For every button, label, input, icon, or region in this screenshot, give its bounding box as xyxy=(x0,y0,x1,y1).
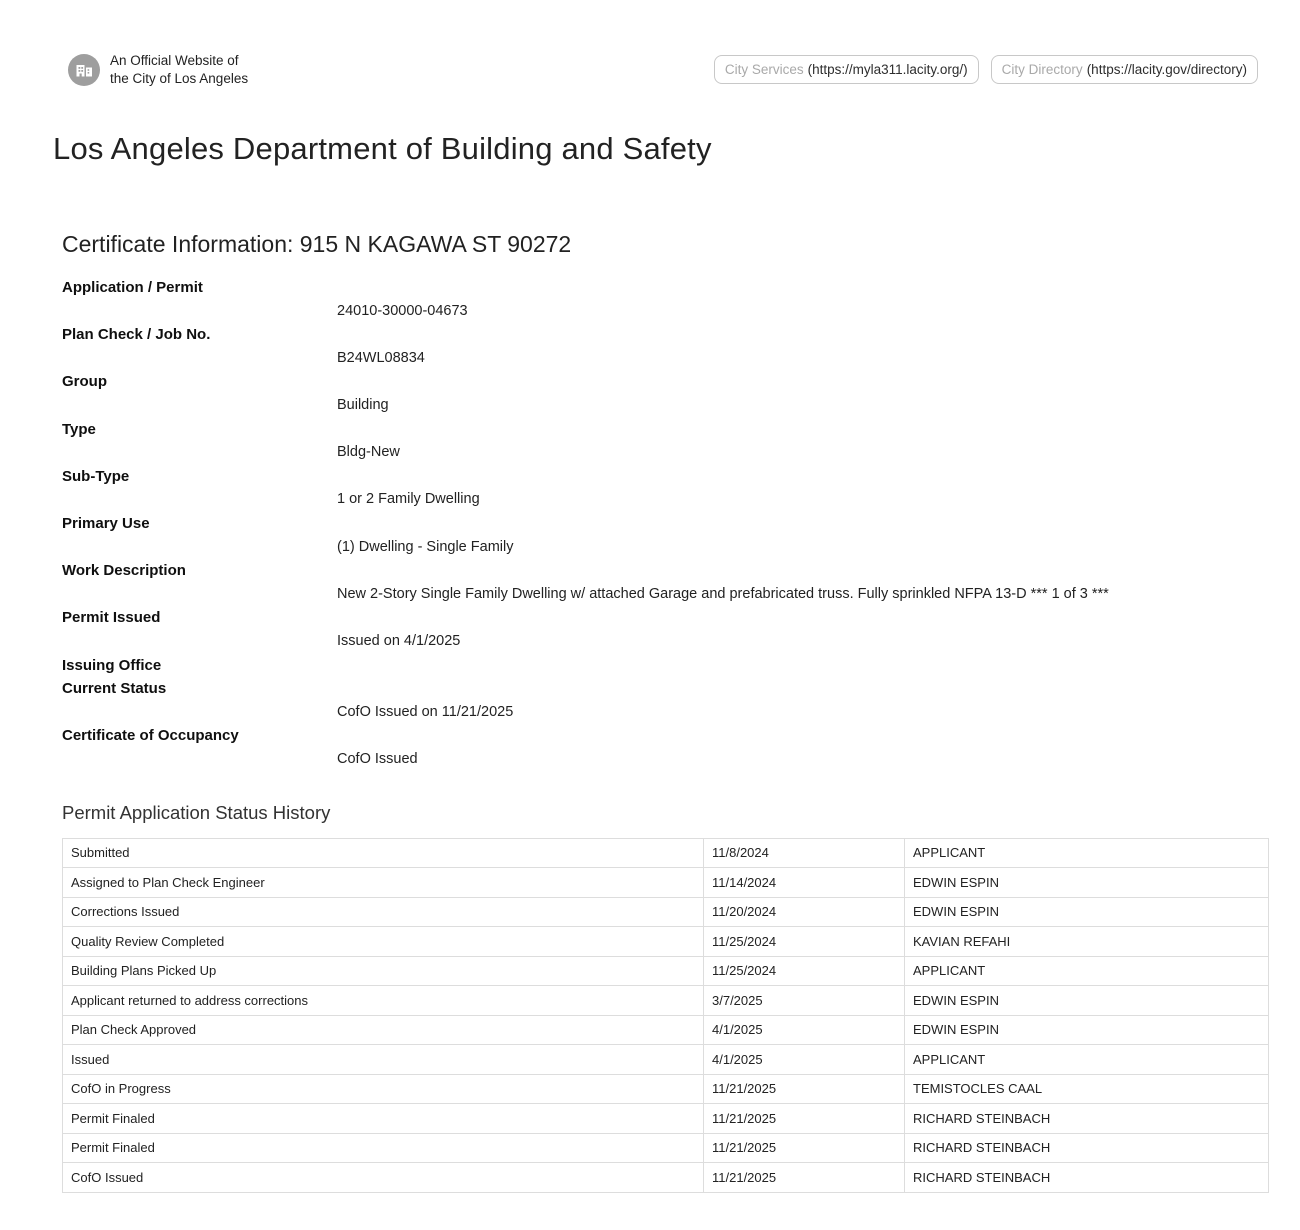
date-cell: 11/14/2024 xyxy=(704,868,905,898)
table-row xyxy=(63,1074,1269,1104)
certificate-field xyxy=(62,677,1260,724)
date-cell: 11/21/2025 xyxy=(704,1104,905,1134)
official-site-text xyxy=(110,52,248,87)
field-label: Group xyxy=(62,373,107,391)
field-label: Sub-Type xyxy=(62,467,130,485)
history-heading: Permit Application Status History xyxy=(62,801,331,823)
date-cell: 11/21/2025 xyxy=(704,1133,905,1163)
status-cell: Applicant returned to address corrections xyxy=(63,986,704,1016)
certificate-field xyxy=(62,418,1260,465)
status-cell: CofO Issued xyxy=(63,1163,704,1193)
status-history-table xyxy=(62,838,1269,1193)
person-cell: EDWIN ESPIN xyxy=(905,897,1269,927)
top-links xyxy=(714,55,1258,84)
date-cell: 3/7/2025 xyxy=(704,986,905,1016)
person-cell: APPLICANT xyxy=(905,838,1269,868)
city-seal-icon xyxy=(68,54,100,86)
certificate-fields xyxy=(62,276,1260,771)
status-cell: Quality Review Completed xyxy=(63,927,704,957)
person-cell: EDWIN ESPIN xyxy=(905,986,1269,1016)
top-link-label: City Directory xyxy=(1001,62,1083,78)
field-label: Certificate of Occupancy xyxy=(62,727,239,745)
date-cell: 11/21/2025 xyxy=(704,1163,905,1193)
certificate-field xyxy=(62,512,1260,559)
table-row xyxy=(63,1163,1269,1193)
date-cell: 11/8/2024 xyxy=(704,838,905,868)
field-value: Issued on 4/1/2025 xyxy=(337,633,461,649)
date-cell: 11/20/2024 xyxy=(704,897,905,927)
certificate-field xyxy=(62,559,1260,606)
person-cell: EDWIN ESPIN xyxy=(905,868,1269,898)
field-label: Application / Permit xyxy=(62,279,203,297)
date-cell: 11/25/2024 xyxy=(704,956,905,986)
top-link-url: (https://myla311.lacity.org/) xyxy=(807,62,968,78)
field-label: Primary Use xyxy=(62,515,150,533)
field-label: Work Description xyxy=(62,562,186,580)
table-row xyxy=(63,956,1269,986)
official-site-text-line1: An Official Website of xyxy=(110,53,239,68)
status-cell: Permit Finaled xyxy=(63,1133,704,1163)
certificate-field xyxy=(62,323,1260,370)
field-value: Building xyxy=(337,397,389,414)
status-cell: Corrections Issued xyxy=(63,897,704,927)
person-cell: RICHARD STEINBACH xyxy=(905,1163,1269,1193)
field-label: Current Status xyxy=(62,680,167,698)
field-label: Issuing Office xyxy=(62,656,162,674)
date-cell: 4/1/2025 xyxy=(704,1015,905,1045)
certificate-field xyxy=(62,606,1260,653)
table-row xyxy=(63,1015,1269,1045)
person-cell: APPLICANT xyxy=(905,956,1269,986)
person-cell: EDWIN ESPIN xyxy=(905,1015,1269,1045)
field-value: 24010-30000-04673 xyxy=(337,302,468,319)
top-link-label: City Services xyxy=(724,62,804,78)
status-cell: Submitted xyxy=(63,838,704,868)
table-row xyxy=(63,927,1269,957)
date-cell: 4/1/2025 xyxy=(704,1045,905,1075)
certificate-heading: Certificate Information: 915 N KAGAWA ST 90272 xyxy=(62,231,572,258)
field-value: 1 or 2 Family Dwelling xyxy=(337,491,480,508)
certificate-field xyxy=(62,654,1260,678)
field-label: Plan Check / Job No. xyxy=(62,326,211,344)
status-cell: Plan Check Approved xyxy=(63,1015,704,1045)
person-cell: RICHARD STEINBACH xyxy=(905,1104,1269,1134)
status-cell: Issued xyxy=(63,1045,704,1075)
person-cell: RICHARD STEINBACH xyxy=(905,1133,1269,1163)
table-row xyxy=(63,838,1269,868)
status-cell: CofO in Progress xyxy=(63,1074,704,1104)
certificate-section xyxy=(0,231,1300,1192)
field-label: Permit Issued xyxy=(62,609,161,627)
table-row xyxy=(63,986,1269,1016)
table-row xyxy=(63,1045,1269,1075)
certificate-field xyxy=(62,370,1260,417)
field-value: CofO Issued on 11/21/2025 xyxy=(337,703,514,720)
certificate-field xyxy=(62,724,1260,771)
top-link-url: (https://lacity.gov/directory) xyxy=(1086,62,1247,78)
field-label: Type xyxy=(62,420,96,438)
top-header xyxy=(0,0,1300,87)
date-cell: 11/21/2025 xyxy=(704,1074,905,1104)
official-site-banner xyxy=(68,52,248,87)
table-row xyxy=(63,897,1269,927)
status-cell: Assigned to Plan Check Engineer xyxy=(63,868,704,898)
person-cell: APPLICANT xyxy=(905,1045,1269,1075)
field-value: (1) Dwelling - Single Family xyxy=(337,538,514,555)
table-row xyxy=(63,1133,1269,1163)
page-title: Los Angeles Department of Building and Safety xyxy=(53,131,712,167)
person-cell: TEMISTOCLES CAAL xyxy=(905,1074,1269,1104)
field-value: Bldg-New xyxy=(337,444,400,461)
field-value: New 2-Story Single Family Dwelling w/ attached Garage and prefabricated truss. Fully sprinkled NFPA 13-D *** 1 of 3 *** xyxy=(337,585,1109,602)
official-site-text-line2: the City of Los Angeles xyxy=(110,70,249,86)
top-link[interactable] xyxy=(714,55,979,84)
table-row xyxy=(63,868,1269,898)
status-cell: Permit Finaled xyxy=(63,1104,704,1134)
field-value: CofO Issued xyxy=(337,750,418,767)
status-cell: Building Plans Picked Up xyxy=(63,956,704,986)
top-link[interactable] xyxy=(991,55,1258,84)
certificate-field xyxy=(62,276,1260,323)
certificate-field xyxy=(62,465,1260,512)
field-value: B24WL08834 xyxy=(337,349,425,366)
date-cell: 11/25/2024 xyxy=(704,927,905,957)
table-row xyxy=(63,1104,1269,1134)
person-cell: KAVIAN REFAHI xyxy=(905,927,1269,957)
